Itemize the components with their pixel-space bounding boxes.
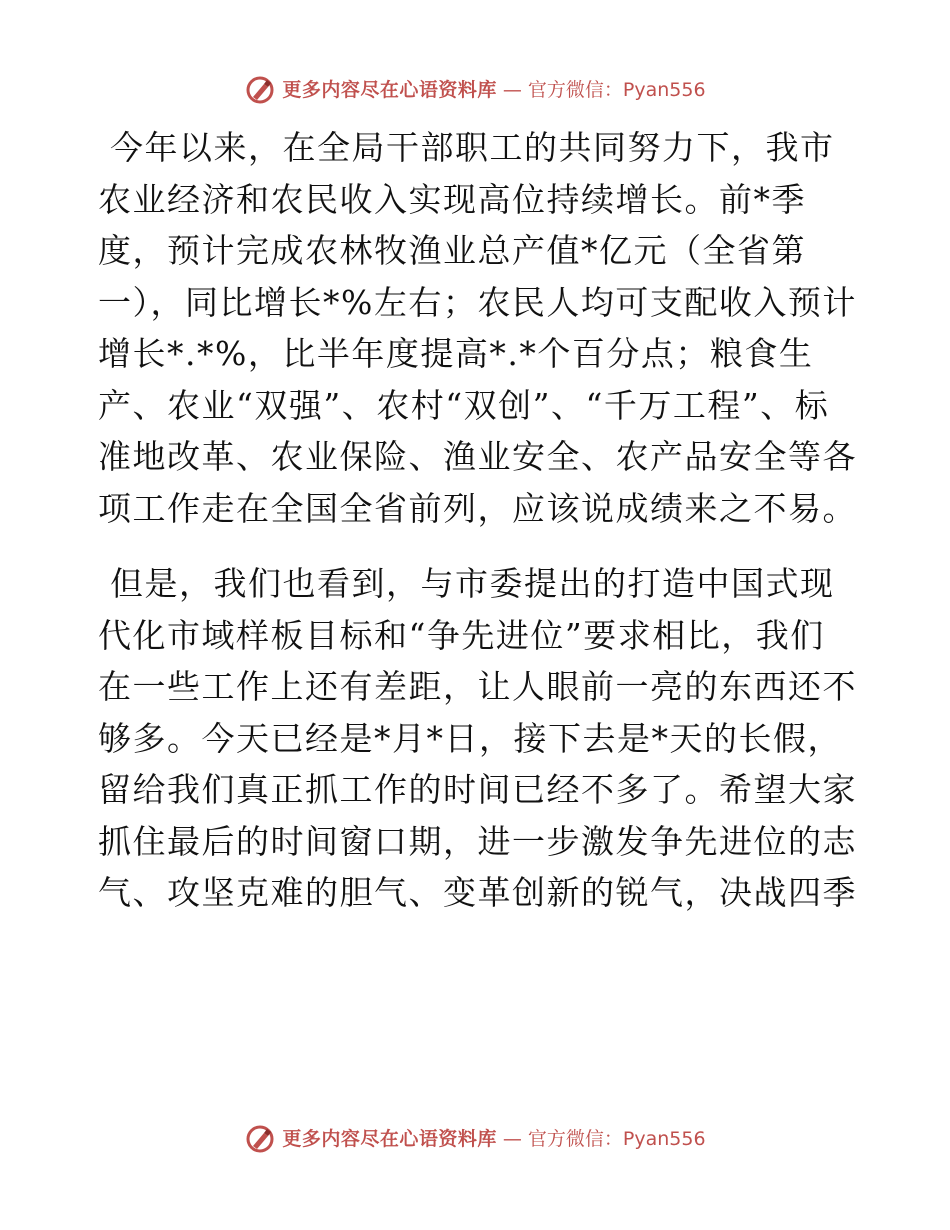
watermark-contact: 官方微信：Pyan556 [527, 79, 706, 101]
watermark-brand: 更多内容尽在心语资料库 [282, 1128, 497, 1150]
logo-icon [244, 75, 276, 105]
watermark-separator: — [502, 1128, 522, 1150]
watermark-brand: 更多内容尽在心语资料库 [282, 79, 497, 101]
document-body [98, 122, 858, 919]
paragraph-1: 今年以来，在全局干部职工的共同努力下，我市农业经济和农民收入实现高位持续增长。前*季度，预计完成农林牧渔业总产值*亿元（全省第一），同比增长*%左右；农民人均可支配收入预计增长*.*%，比半年度提高*.*个百分点；粮食生产、农业“双强”、农村“双创”、“千万工程”、标准地改革、农业保险、渔业安全、农产品安全等各项工作走在全国全省前列，应该说成绩来之不易。 [98, 128, 857, 528]
watermark-contact: 官方微信：Pyan556 [527, 1128, 706, 1150]
header-watermark [0, 75, 950, 105]
watermark-separator: — [502, 79, 522, 101]
logo-icon [244, 1124, 276, 1154]
paragraph-2: 但是，我们也看到，与市委提出的打造中国式现代化市域样板目标和“争先进位”要求相比，我们在一些工作上还有差距，让人眼前一亮的东西还不够多。今天已经是*月*日，接下去是*天的长假，留给我们真正抓工作的时间已经不多了。希望大家抓住最后的时间窗口期，进一步激发争先进位的志气、攻坚克难的胆气、变革创新的锐气，决战四季 [98, 564, 857, 912]
footer-watermark [0, 1124, 950, 1154]
